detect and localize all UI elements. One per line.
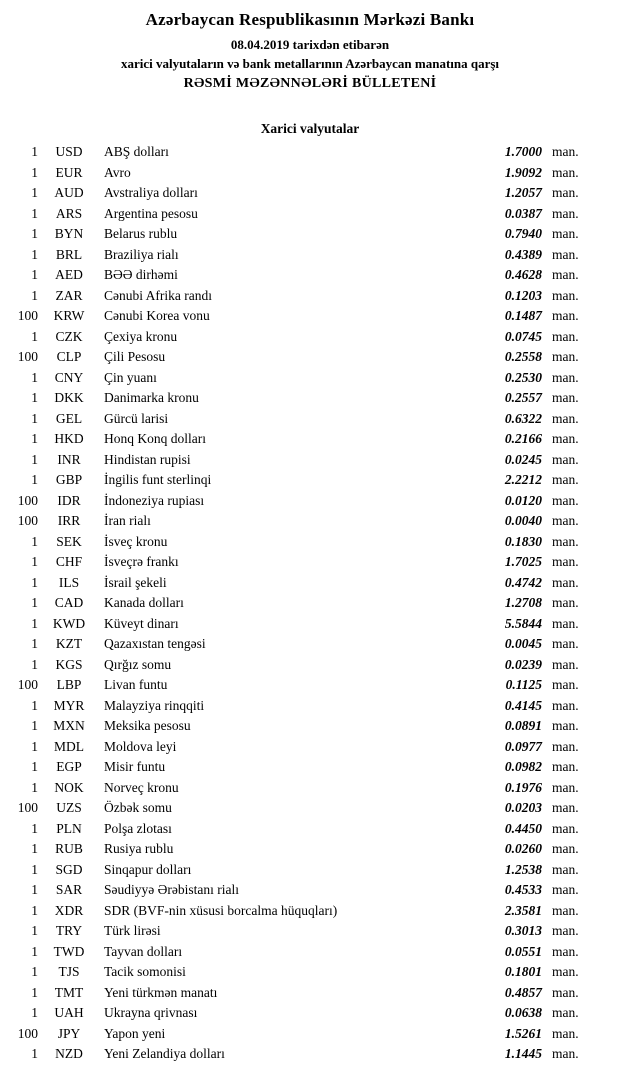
rate-row bbox=[8, 265, 592, 286]
rate-row bbox=[8, 142, 592, 163]
quantity: 1 bbox=[31, 533, 38, 549]
currency-code: BYN bbox=[54, 226, 84, 241]
rate-row bbox=[8, 901, 592, 922]
rate-unit: man. bbox=[552, 1025, 579, 1041]
currency-code: SAR bbox=[55, 882, 83, 897]
rate-value: 0.0245 bbox=[504, 451, 542, 467]
rate-row bbox=[8, 1044, 592, 1065]
bulletin-title: RƏSMİ MƏZƏNNƏLƏRİ BÜLLETENİ bbox=[183, 76, 437, 91]
rate-value: 0.0982 bbox=[504, 759, 542, 774]
rate-unit: man. bbox=[552, 308, 579, 323]
currency-code: PLN bbox=[56, 820, 82, 836]
rate-value: 0.1125 bbox=[505, 677, 542, 692]
currency-code: DKK bbox=[54, 390, 84, 405]
currency-name: Malayziya rinqqiti bbox=[104, 697, 205, 713]
rate-value: 0.4450 bbox=[504, 820, 542, 836]
rate-value: 1.7025 bbox=[504, 554, 542, 569]
quantity: 1 bbox=[31, 984, 38, 1000]
rate-value: 1.9092 bbox=[504, 164, 542, 180]
section-title-foreign-currencies: Xarici valyutalar bbox=[260, 121, 360, 136]
quantity: 1 bbox=[31, 267, 38, 282]
quantity: 1 bbox=[31, 841, 38, 856]
currency-code: CNY bbox=[54, 369, 84, 385]
quantity: 1 bbox=[31, 656, 38, 672]
currency-name: İngilis funt sterlinqi bbox=[104, 472, 212, 487]
rate-value: 0.0260 bbox=[504, 841, 542, 856]
quantity: 100 bbox=[17, 492, 38, 508]
quantity: 1 bbox=[31, 390, 38, 405]
quantity: 1 bbox=[31, 820, 38, 836]
currency-name: Çili Pesosu bbox=[104, 349, 166, 364]
rate-value: 0.2530 bbox=[504, 369, 542, 385]
rate-value: 0.0891 bbox=[504, 718, 542, 733]
quantity: 1 bbox=[31, 287, 38, 303]
quantity: 1 bbox=[31, 759, 38, 774]
rate-value: 0.1801 bbox=[504, 964, 542, 979]
currency-name: Livan funtu bbox=[104, 677, 168, 692]
currency-name: Argentina pesosu bbox=[104, 205, 198, 221]
rate-row bbox=[8, 388, 592, 409]
rate-unit: man. bbox=[552, 984, 579, 1000]
rate-unit: man. bbox=[552, 287, 579, 303]
quantity: 1 bbox=[31, 1005, 38, 1020]
quantity: 1 bbox=[31, 205, 38, 221]
currency-name: Türk lirəsi bbox=[104, 923, 161, 938]
rate-value: 0.0239 bbox=[504, 656, 542, 672]
currency-name: Avro bbox=[104, 164, 131, 180]
currency-name: Tacik somonisi bbox=[104, 964, 186, 979]
currency-name: Qırğız somu bbox=[104, 656, 172, 672]
currency-name: Honq Konq dolları bbox=[104, 431, 206, 446]
rate-row bbox=[8, 983, 592, 1004]
rate-value: 0.2166 bbox=[504, 431, 542, 446]
currency-code: IRR bbox=[57, 513, 81, 528]
rate-row bbox=[8, 942, 592, 963]
rate-value: 0.7940 bbox=[504, 226, 542, 241]
rate-row bbox=[8, 552, 592, 573]
quantity: 1 bbox=[31, 164, 38, 180]
currency-name: İsveçrə frankı bbox=[104, 554, 179, 569]
quantity: 1 bbox=[31, 738, 38, 754]
rate-value: 0.3013 bbox=[504, 923, 542, 938]
currency-name: SDR (BVF-nin xüsusi borcalma hüquqları) bbox=[104, 902, 338, 918]
rate-unit: man. bbox=[552, 636, 579, 651]
currency-code: GEL bbox=[55, 410, 83, 426]
rate-row bbox=[8, 921, 592, 942]
quantity: 1 bbox=[31, 554, 38, 569]
currency-code: ILS bbox=[58, 574, 80, 590]
rate-row bbox=[8, 655, 592, 676]
currency-name: Avstraliya dolları bbox=[104, 185, 198, 200]
rate-row bbox=[8, 614, 592, 635]
rate-unit: man. bbox=[552, 656, 579, 672]
quantity: 1 bbox=[31, 615, 38, 631]
currency-name: Cənubi Korea vonu bbox=[104, 308, 210, 323]
page-title: Azərbaycan Respublikasının Mərkəzi Bankı bbox=[145, 10, 475, 29]
currency-code: BRL bbox=[55, 246, 83, 262]
currency-code: AED bbox=[55, 267, 83, 282]
quantity: 1 bbox=[31, 882, 38, 897]
rate-row bbox=[8, 675, 592, 696]
currency-name: BƏƏ dirhəmi bbox=[104, 267, 178, 282]
rate-value: 1.5261 bbox=[504, 1025, 542, 1041]
rate-row bbox=[8, 183, 592, 204]
rate-row bbox=[8, 757, 592, 778]
rate-value: 1.7000 bbox=[504, 144, 542, 159]
rate-unit: man. bbox=[552, 472, 579, 487]
currency-name: Rusiya rublu bbox=[104, 841, 174, 856]
currency-name: Özbək somu bbox=[104, 800, 172, 815]
currency-code: UAH bbox=[54, 1005, 84, 1020]
quantity: 1 bbox=[31, 779, 38, 795]
rate-row bbox=[8, 819, 592, 840]
currency-name: Çexiya kronu bbox=[104, 328, 178, 344]
currency-name: İsveç kronu bbox=[104, 533, 168, 549]
rate-unit: man. bbox=[552, 902, 579, 918]
rate-row bbox=[8, 245, 592, 266]
rate-unit: man. bbox=[552, 800, 579, 815]
currency-code: HKD bbox=[54, 431, 84, 446]
currency-code: TWD bbox=[53, 943, 85, 959]
quantity: 1 bbox=[31, 718, 38, 733]
rate-value: 0.0387 bbox=[504, 205, 542, 221]
rate-unit: man. bbox=[552, 267, 579, 282]
quantity: 100 bbox=[17, 677, 38, 692]
quantity: 1 bbox=[31, 431, 38, 446]
currency-code: KZT bbox=[55, 636, 83, 651]
rate-row bbox=[8, 163, 592, 184]
currency-code: ARS bbox=[55, 205, 83, 221]
quantity: 1 bbox=[31, 964, 38, 979]
rate-value: 1.2538 bbox=[504, 861, 542, 877]
rate-unit: man. bbox=[552, 410, 579, 426]
currency-name: Norveç kronu bbox=[104, 779, 179, 795]
rate-unit: man. bbox=[552, 164, 579, 180]
quantity: 1 bbox=[31, 451, 38, 467]
quantity: 1 bbox=[31, 144, 38, 159]
quantity: 1 bbox=[31, 943, 38, 959]
currency-code: KGS bbox=[55, 656, 83, 672]
quantity: 100 bbox=[17, 308, 38, 323]
currency-name: Sinqapur dolları bbox=[104, 861, 192, 877]
subtitle: xarici valyutaların və bank metallarının Azərbaycan manatına qarşı bbox=[120, 56, 500, 71]
currency-code: IDR bbox=[57, 492, 81, 508]
rate-row bbox=[8, 450, 592, 471]
rate-value: 0.2558 bbox=[504, 349, 542, 364]
rate-value: 0.0203 bbox=[504, 800, 542, 815]
rate-row bbox=[8, 696, 592, 717]
currency-code: CHF bbox=[55, 554, 83, 569]
rate-row bbox=[8, 470, 592, 491]
currency-name: Yeni Zelandiya dolları bbox=[104, 1046, 225, 1061]
rate-unit: man. bbox=[552, 144, 579, 159]
rate-unit: man. bbox=[552, 861, 579, 877]
rate-row bbox=[8, 880, 592, 901]
currency-name: Ukrayna qrivnası bbox=[104, 1005, 198, 1020]
currency-name: Meksika pesosu bbox=[104, 718, 191, 733]
rate-value: 5.5844 bbox=[504, 615, 542, 631]
bulletin-header bbox=[0, 8, 620, 94]
currency-name: Gürcü larisi bbox=[104, 410, 169, 426]
rate-unit: man. bbox=[552, 226, 579, 241]
rate-unit: man. bbox=[552, 1046, 579, 1061]
rate-value: 2.2212 bbox=[504, 472, 542, 487]
rate-unit: man. bbox=[552, 390, 579, 405]
currency-code: TMT bbox=[54, 984, 84, 1000]
currency-code: XDR bbox=[54, 902, 84, 918]
currency-name: İran rialı bbox=[104, 513, 151, 528]
quantity: 1 bbox=[31, 861, 38, 877]
currency-name: Belarus rublu bbox=[104, 226, 178, 241]
rate-unit: man. bbox=[552, 246, 579, 262]
rate-row bbox=[8, 204, 592, 225]
rate-unit: man. bbox=[552, 923, 579, 938]
quantity: 100 bbox=[17, 1025, 38, 1041]
rate-row bbox=[8, 737, 592, 758]
rate-value: 0.0040 bbox=[504, 513, 542, 528]
rate-row bbox=[8, 573, 592, 594]
quantity: 1 bbox=[31, 574, 38, 590]
quantity: 1 bbox=[31, 472, 38, 487]
rate-value: 0.0745 bbox=[504, 328, 542, 344]
rate-unit: man. bbox=[552, 718, 579, 733]
rate-row bbox=[8, 1003, 592, 1024]
currency-name: Braziliya rialı bbox=[104, 246, 179, 262]
quantity: 1 bbox=[31, 1046, 38, 1061]
rate-unit: man. bbox=[552, 369, 579, 385]
currency-name: Moldova leyi bbox=[104, 738, 177, 754]
rate-value: 0.0120 bbox=[504, 492, 542, 508]
currency-code: ZAR bbox=[55, 287, 83, 303]
rate-row bbox=[8, 1024, 592, 1045]
rate-value: 0.4145 bbox=[504, 697, 542, 713]
rates-table bbox=[0, 142, 620, 1065]
currency-code: MDL bbox=[54, 738, 84, 754]
currency-name: Yapon yeni bbox=[104, 1025, 166, 1041]
rate-value: 0.4628 bbox=[504, 267, 542, 282]
rate-row bbox=[8, 286, 592, 307]
currency-code: INR bbox=[57, 451, 81, 467]
rate-value: 0.4742 bbox=[504, 574, 542, 590]
quantity: 1 bbox=[31, 246, 38, 262]
currency-code: CLP bbox=[56, 349, 82, 364]
rate-value: 0.1830 bbox=[504, 533, 542, 549]
currency-code: EUR bbox=[55, 164, 83, 180]
quantity: 1 bbox=[31, 636, 38, 651]
rate-value: 0.6322 bbox=[504, 410, 542, 426]
currency-code: UZS bbox=[56, 800, 82, 815]
rate-value: 0.0977 bbox=[504, 738, 542, 754]
currency-code: NZD bbox=[55, 1046, 83, 1061]
currency-code: MYR bbox=[53, 697, 85, 713]
rate-unit: man. bbox=[552, 738, 579, 754]
rate-unit: man. bbox=[552, 615, 579, 631]
rate-unit: man. bbox=[552, 964, 579, 979]
effective-date: 08.04.2019 tarixdən etibarən bbox=[230, 37, 390, 52]
rate-row bbox=[8, 839, 592, 860]
currency-name: Səudiyyə Ərəbistanı rialı bbox=[104, 882, 239, 897]
rate-value: 1.2057 bbox=[504, 185, 542, 200]
quantity: 1 bbox=[31, 902, 38, 918]
rate-row bbox=[8, 224, 592, 245]
quantity: 100 bbox=[17, 800, 38, 815]
currency-code: NOK bbox=[54, 779, 84, 795]
quantity: 1 bbox=[31, 328, 38, 344]
rate-row bbox=[8, 532, 592, 553]
rate-unit: man. bbox=[552, 841, 579, 856]
rate-value: 0.2557 bbox=[504, 390, 542, 405]
rate-row bbox=[8, 634, 592, 655]
rate-value: 0.4389 bbox=[504, 246, 542, 262]
rate-unit: man. bbox=[552, 759, 579, 774]
rate-row bbox=[8, 368, 592, 389]
currency-name: Misir funtu bbox=[104, 759, 166, 774]
rate-unit: man. bbox=[552, 554, 579, 569]
rate-unit: man. bbox=[552, 328, 579, 344]
rate-unit: man. bbox=[552, 595, 579, 610]
rate-row bbox=[8, 962, 592, 983]
rate-unit: man. bbox=[552, 1005, 579, 1020]
rate-value: 1.2708 bbox=[504, 595, 542, 610]
rate-unit: man. bbox=[552, 779, 579, 795]
currency-name: Çin yuanı bbox=[104, 369, 157, 385]
currency-code: MXN bbox=[53, 718, 85, 733]
currency-code: RUB bbox=[55, 841, 83, 856]
currency-name: Kanada dolları bbox=[104, 595, 184, 610]
rate-unit: man. bbox=[552, 451, 579, 467]
quantity: 100 bbox=[17, 349, 38, 364]
currency-code: KWD bbox=[52, 615, 86, 631]
rate-row bbox=[8, 409, 592, 430]
rate-row bbox=[8, 429, 592, 450]
quantity: 1 bbox=[31, 697, 38, 713]
currency-name: Danimarka kronu bbox=[104, 390, 199, 405]
quantity: 1 bbox=[31, 595, 38, 610]
currency-name: Küveyt dinarı bbox=[104, 615, 179, 631]
rate-value: 0.4857 bbox=[504, 984, 542, 1000]
rate-value: 0.0551 bbox=[504, 943, 542, 959]
currency-code: USD bbox=[55, 144, 83, 159]
rate-row bbox=[8, 306, 592, 327]
rate-row bbox=[8, 778, 592, 799]
quantity: 1 bbox=[31, 923, 38, 938]
quantity: 1 bbox=[31, 185, 38, 200]
rate-row bbox=[8, 491, 592, 512]
currency-code: CZK bbox=[55, 328, 83, 344]
rate-value: 0.1976 bbox=[504, 779, 542, 795]
rate-unit: man. bbox=[552, 185, 579, 200]
rate-row bbox=[8, 327, 592, 348]
rate-unit: man. bbox=[552, 697, 579, 713]
rate-unit: man. bbox=[552, 205, 579, 221]
rate-unit: man. bbox=[552, 943, 579, 959]
rate-value: 2.3581 bbox=[504, 902, 542, 918]
rate-value: 0.1487 bbox=[504, 308, 542, 323]
currency-name: İndoneziya rupiası bbox=[104, 492, 205, 508]
quantity: 1 bbox=[31, 410, 38, 426]
rate-row bbox=[8, 593, 592, 614]
rate-value: 0.4533 bbox=[504, 882, 542, 897]
rate-unit: man. bbox=[552, 492, 579, 508]
rate-value: 1.1445 bbox=[504, 1046, 542, 1061]
currency-name: İsrail şekeli bbox=[104, 574, 167, 590]
rate-row bbox=[8, 716, 592, 737]
rate-unit: man. bbox=[552, 677, 579, 692]
currency-name: Hindistan rupisi bbox=[104, 451, 191, 467]
quantity: 1 bbox=[31, 369, 38, 385]
rate-unit: man. bbox=[552, 431, 579, 446]
rate-row bbox=[8, 511, 592, 532]
quantity: 100 bbox=[17, 513, 38, 528]
currency-name: ABŞ dolları bbox=[104, 144, 169, 159]
currency-name: Polşa zlotası bbox=[104, 820, 172, 836]
currency-code: AUD bbox=[54, 185, 84, 200]
quantity: 1 bbox=[31, 226, 38, 241]
currency-code: KRW bbox=[53, 308, 85, 323]
currency-code: GBP bbox=[55, 472, 83, 487]
rate-value: 0.0045 bbox=[504, 636, 542, 651]
currency-code: SGD bbox=[55, 861, 83, 877]
rate-unit: man. bbox=[552, 882, 579, 897]
currency-name: Qazaxıstan tengəsi bbox=[104, 636, 206, 651]
currency-code: EGP bbox=[56, 759, 82, 774]
currency-code: TJS bbox=[58, 964, 80, 979]
rate-value: 0.1203 bbox=[504, 287, 542, 303]
currency-code: SEK bbox=[56, 533, 82, 549]
rate-unit: man. bbox=[552, 513, 579, 528]
rate-value: 0.0638 bbox=[504, 1005, 542, 1020]
rate-unit: man. bbox=[552, 533, 579, 549]
currency-code: JPY bbox=[57, 1025, 81, 1041]
rate-row bbox=[8, 860, 592, 881]
currency-code: CAD bbox=[54, 595, 84, 610]
currency-name: Yeni türkmən manatı bbox=[104, 984, 218, 1000]
rate-unit: man. bbox=[552, 574, 579, 590]
currency-code: TRY bbox=[55, 923, 83, 938]
rate-unit: man. bbox=[552, 820, 579, 836]
currency-code: LBP bbox=[56, 677, 82, 692]
rate-row bbox=[8, 798, 592, 819]
currency-name: Cənubi Afrika randı bbox=[104, 287, 212, 303]
rate-unit: man. bbox=[552, 349, 579, 364]
currency-name: Tayvan dolları bbox=[104, 943, 183, 959]
rate-row bbox=[8, 347, 592, 368]
